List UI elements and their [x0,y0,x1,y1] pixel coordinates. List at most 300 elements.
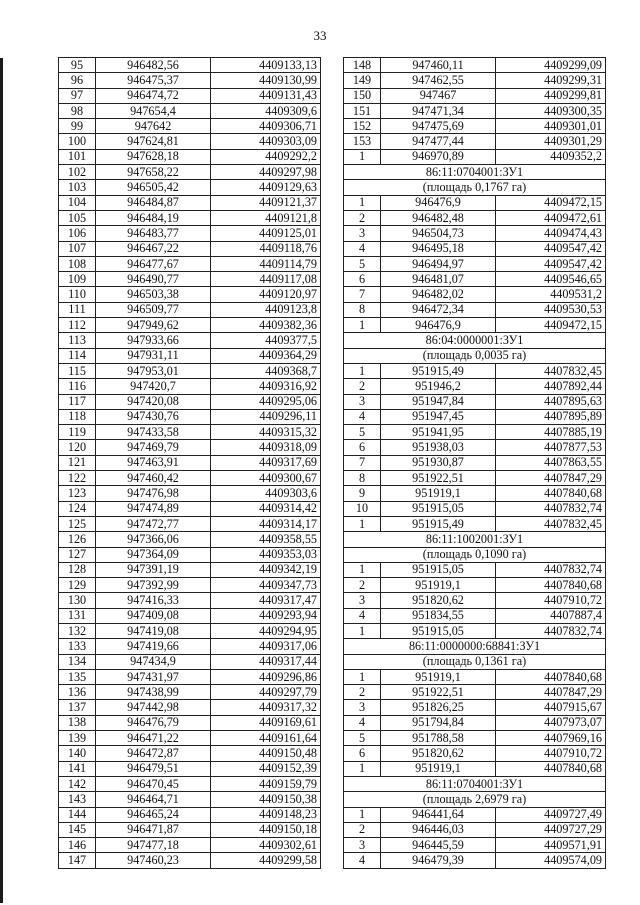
x-coordinate-cell: 946509,77 [96,302,211,317]
y-coordinate-cell: 4407847,29 [496,685,606,700]
table-row [344,272,606,287]
point-number-cell: 120 [59,440,96,455]
point-number-cell: 1 [344,807,381,822]
point-number-cell: 116 [59,379,96,394]
point-number-cell: 8 [344,471,381,486]
x-coordinate-cell: 946475,37 [96,73,211,88]
table-row [344,593,606,608]
y-coordinate-cell: 4409317,06 [211,639,321,654]
table-row [59,318,321,333]
table-row [344,731,606,746]
table-row [59,287,321,302]
y-coordinate-cell: 4407832,45 [496,363,606,378]
x-coordinate-cell: 947949,62 [96,318,211,333]
table-row [344,623,606,638]
y-coordinate-cell: 4407877,53 [496,440,606,455]
y-coordinate-cell: 4407832,74 [496,562,606,577]
y-coordinate-cell: 4409161,64 [211,731,321,746]
y-coordinate-cell: 4409727,49 [496,807,606,822]
y-coordinate-cell: 4409547,42 [496,241,606,256]
x-coordinate-cell: 946465,24 [96,807,211,822]
section-header-row [344,547,606,562]
y-coordinate-cell: 4409353,03 [211,547,321,562]
point-number-cell: 122 [59,471,96,486]
y-coordinate-cell: 4407863,55 [496,455,606,470]
y-coordinate-cell: 4407895,89 [496,409,606,424]
y-coordinate-cell: 4407887,4 [496,608,606,623]
x-coordinate-cell: 947434,9 [96,654,211,669]
x-coordinate-cell: 947472,77 [96,516,211,531]
x-coordinate-cell: 946482,02 [381,287,496,302]
x-coordinate-cell: 946477,67 [96,256,211,271]
table-row [344,700,606,715]
point-number-cell: 96 [59,73,96,88]
point-number-cell: 100 [59,134,96,149]
x-coordinate-cell: 947642 [96,119,211,134]
point-number-cell: 5 [344,256,381,271]
point-number-cell: 95 [59,58,96,73]
y-coordinate-cell: 4409297,79 [211,685,321,700]
point-number-cell: 144 [59,807,96,822]
point-number-cell: 4 [344,608,381,623]
x-coordinate-cell: 951922,51 [381,471,496,486]
y-coordinate-cell: 4409130,99 [211,73,321,88]
point-number-cell: 146 [59,838,96,853]
point-number-cell: 10 [344,501,381,516]
section-header-cell: 86:11:0704001:ЗУ1 [344,776,606,791]
table-row [344,241,606,256]
y-coordinate-cell: 4409303,09 [211,134,321,149]
table-row [59,348,321,363]
point-number-cell: 149 [344,73,381,88]
table-row [59,501,321,516]
table-row [59,425,321,440]
x-coordinate-cell: 947409,08 [96,608,211,623]
table-row [59,134,321,149]
y-coordinate-cell: 4409125,01 [211,226,321,241]
point-number-cell: 1 [344,669,381,684]
point-number-cell: 1 [344,363,381,378]
point-number-cell: 4 [344,715,381,730]
y-coordinate-cell: 4409299,31 [496,73,606,88]
table-row [59,302,321,317]
point-number-cell: 113 [59,333,96,348]
x-coordinate-cell: 947953,01 [96,363,211,378]
section-header-row [344,333,606,348]
table-row [344,119,606,134]
table-row [59,838,321,853]
x-coordinate-cell: 947420,7 [96,379,211,394]
table-row [59,226,321,241]
table-row [59,608,321,623]
x-coordinate-cell: 947469,79 [96,440,211,455]
table-row [59,669,321,684]
x-coordinate-cell: 947654,4 [96,103,211,118]
x-coordinate-cell: 951915,05 [381,501,496,516]
table-row [59,119,321,134]
table-row [344,287,606,302]
y-coordinate-cell: 4409120,97 [211,287,321,302]
x-coordinate-cell: 946505,42 [96,180,211,195]
table-row [59,272,321,287]
point-number-cell: 148 [344,58,381,73]
y-coordinate-cell: 4409152,39 [211,761,321,776]
x-coordinate-cell: 946471,87 [96,822,211,837]
x-coordinate-cell: 947628,18 [96,149,211,164]
x-coordinate-cell: 947431,97 [96,669,211,684]
x-coordinate-cell: 951915,49 [381,516,496,531]
table-row [59,776,321,791]
y-coordinate-cell: 4407840,68 [496,669,606,684]
y-coordinate-cell: 4409315,32 [211,425,321,440]
table-row [59,639,321,654]
x-coordinate-cell: 946495,18 [381,241,496,256]
table-row [344,761,606,776]
y-coordinate-cell: 4409302,61 [211,838,321,853]
point-number-cell: 1 [344,195,381,210]
point-number-cell: 110 [59,287,96,302]
table-row [59,73,321,88]
x-coordinate-cell: 946476,9 [381,195,496,210]
point-number-cell: 124 [59,501,96,516]
point-number-cell: 7 [344,455,381,470]
x-coordinate-cell: 951820,62 [381,593,496,608]
table-row [344,256,606,271]
section-header-cell: (площадь 0,1767 га) [344,180,606,195]
y-coordinate-cell: 4409472,15 [496,318,606,333]
table-row [59,486,321,501]
table-row [59,455,321,470]
table-row [59,394,321,409]
y-coordinate-cell: 4409309,6 [211,103,321,118]
y-coordinate-cell: 4409296,86 [211,669,321,684]
x-coordinate-cell: 951794,84 [381,715,496,730]
point-number-cell: 150 [344,88,381,103]
point-number-cell: 4 [344,409,381,424]
table-row [59,731,321,746]
y-coordinate-cell: 4407840,68 [496,578,606,593]
x-coordinate-cell: 951788,58 [381,731,496,746]
x-coordinate-cell: 946471,22 [96,731,211,746]
y-coordinate-cell: 4409133,13 [211,58,321,73]
x-coordinate-cell: 946484,87 [96,195,211,210]
y-coordinate-cell: 4409123,8 [211,302,321,317]
x-coordinate-cell: 951930,87 [381,455,496,470]
x-coordinate-cell: 951915,05 [381,562,496,577]
table-row [344,471,606,486]
table-row [59,761,321,776]
x-coordinate-cell: 951915,49 [381,363,496,378]
y-coordinate-cell: 4409293,94 [211,608,321,623]
y-coordinate-cell: 4409530,53 [496,302,606,317]
table-row [59,685,321,700]
y-coordinate-cell: 4409150,18 [211,822,321,837]
x-coordinate-cell: 946482,48 [381,210,496,225]
y-coordinate-cell: 4407910,72 [496,746,606,761]
point-number-cell: 134 [59,654,96,669]
table-row [59,180,321,195]
x-coordinate-cell: 947460,23 [96,853,211,868]
y-coordinate-cell: 4407973,07 [496,715,606,730]
x-coordinate-cell: 946474,72 [96,88,211,103]
table-row [344,363,606,378]
x-coordinate-cell: 947419,66 [96,639,211,654]
section-header-row [344,639,606,654]
section-header-cell: (площадь 0,1090 га) [344,547,606,562]
x-coordinate-cell: 946472,34 [381,302,496,317]
table-row [344,318,606,333]
table-row [59,593,321,608]
point-number-cell: 105 [59,210,96,225]
x-coordinate-cell: 946479,39 [381,853,496,868]
y-coordinate-cell: 4409314,17 [211,516,321,531]
scan-margin-bar [0,58,3,903]
table-row [59,516,321,531]
x-coordinate-cell: 951834,55 [381,608,496,623]
x-coordinate-cell: 947467 [381,88,496,103]
y-coordinate-cell: 4409299,09 [496,58,606,73]
x-coordinate-cell: 946476,9 [381,318,496,333]
point-number-cell: 99 [59,119,96,134]
section-header-row [344,180,606,195]
point-number-cell: 98 [59,103,96,118]
table-row [344,608,606,623]
section-header-row [344,654,606,669]
y-coordinate-cell: 4409301,01 [496,119,606,134]
table-row [59,58,321,73]
point-number-cell: 6 [344,440,381,455]
y-coordinate-cell: 4409727,29 [496,822,606,837]
y-coordinate-cell: 4409318,09 [211,440,321,455]
x-coordinate-cell: 946481,07 [381,272,496,287]
y-coordinate-cell: 4409347,73 [211,578,321,593]
table-row [59,807,321,822]
table-row [344,134,606,149]
point-number-cell: 132 [59,623,96,638]
table-row [344,853,606,868]
point-number-cell: 126 [59,532,96,547]
point-number-cell: 1 [344,516,381,531]
x-coordinate-cell: 946476,79 [96,715,211,730]
x-coordinate-cell: 951826,25 [381,700,496,715]
table-row [59,440,321,455]
section-header-row [344,348,606,363]
x-coordinate-cell: 951919,1 [381,761,496,776]
point-number-cell: 139 [59,731,96,746]
table-row [344,578,606,593]
y-coordinate-cell: 4407910,72 [496,593,606,608]
point-number-cell: 128 [59,562,96,577]
table-row [344,822,606,837]
y-coordinate-cell: 4409352,2 [496,149,606,164]
point-number-cell: 138 [59,715,96,730]
point-number-cell: 123 [59,486,96,501]
y-coordinate-cell: 4409169,61 [211,715,321,730]
x-coordinate-cell: 951938,03 [381,440,496,455]
y-coordinate-cell: 4409121,8 [211,210,321,225]
point-number-cell: 129 [59,578,96,593]
table-row [344,226,606,241]
table-row [344,516,606,531]
point-number-cell: 108 [59,256,96,271]
point-number-cell: 2 [344,822,381,837]
x-coordinate-cell: 946470,45 [96,776,211,791]
y-coordinate-cell: 4409301,29 [496,134,606,149]
section-header-cell: (площадь 0,0035 га) [344,348,606,363]
x-coordinate-cell: 946504,73 [381,226,496,241]
x-coordinate-cell: 947476,98 [96,486,211,501]
section-header-row [344,165,606,180]
x-coordinate-cell: 951947,45 [381,409,496,424]
point-number-cell: 119 [59,425,96,440]
table-row [344,669,606,684]
coordinates-table-left [58,57,321,869]
x-coordinate-cell: 947392,99 [96,578,211,593]
y-coordinate-cell: 4409300,67 [211,471,321,486]
x-coordinate-cell: 947460,11 [381,58,496,73]
x-coordinate-cell: 946441,64 [381,807,496,822]
point-number-cell: 4 [344,853,381,868]
y-coordinate-cell: 4409574,09 [496,853,606,868]
point-number-cell: 8 [344,302,381,317]
table-row [344,195,606,210]
y-coordinate-cell: 4409317,32 [211,700,321,715]
point-number-cell: 130 [59,593,96,608]
point-number-cell: 1 [344,149,381,164]
point-number-cell: 101 [59,149,96,164]
y-coordinate-cell: 4409316,92 [211,379,321,394]
point-number-cell: 115 [59,363,96,378]
table-row [344,807,606,822]
point-number-cell: 131 [59,608,96,623]
section-header-cell: (площадь 0,1361 га) [344,654,606,669]
table-row [59,853,321,868]
x-coordinate-cell: 947471,34 [381,103,496,118]
table-row [59,700,321,715]
y-coordinate-cell: 4407840,68 [496,761,606,776]
x-coordinate-cell: 947419,08 [96,623,211,638]
table-row [59,409,321,424]
table-row [59,792,321,807]
point-number-cell: 147 [59,853,96,868]
table-row [344,379,606,394]
point-number-cell: 3 [344,394,381,409]
x-coordinate-cell: 946467,22 [96,241,211,256]
table-row [59,333,321,348]
point-number-cell: 2 [344,578,381,593]
point-number-cell: 103 [59,180,96,195]
x-coordinate-cell: 946446,03 [381,822,496,837]
point-number-cell: 121 [59,455,96,470]
x-coordinate-cell: 947433,58 [96,425,211,440]
point-number-cell: 106 [59,226,96,241]
y-coordinate-cell: 4409368,7 [211,363,321,378]
y-coordinate-cell: 4409150,38 [211,792,321,807]
table-row [344,501,606,516]
table-row [344,88,606,103]
table-row [59,210,321,225]
x-coordinate-cell: 946479,51 [96,761,211,776]
point-number-cell: 2 [344,210,381,225]
point-number-cell: 114 [59,348,96,363]
y-coordinate-cell: 4409118,76 [211,241,321,256]
table-row [344,746,606,761]
x-coordinate-cell: 946482,56 [96,58,211,73]
point-number-cell: 2 [344,379,381,394]
y-coordinate-cell: 4407885,19 [496,425,606,440]
section-header-row [344,532,606,547]
y-coordinate-cell: 4407832,74 [496,623,606,638]
y-coordinate-cell: 4407895,63 [496,394,606,409]
point-number-cell: 136 [59,685,96,700]
table-row [344,149,606,164]
x-coordinate-cell: 947477,44 [381,134,496,149]
point-number-cell: 1 [344,318,381,333]
point-number-cell: 125 [59,516,96,531]
point-number-cell: 143 [59,792,96,807]
x-coordinate-cell: 947933,66 [96,333,211,348]
x-coordinate-cell: 946490,77 [96,272,211,287]
y-coordinate-cell: 4409295,06 [211,394,321,409]
y-coordinate-cell: 4407847,29 [496,471,606,486]
point-number-cell: 127 [59,547,96,562]
point-number-cell: 137 [59,700,96,715]
y-coordinate-cell: 4407832,45 [496,516,606,531]
table-row [344,425,606,440]
table-row [59,363,321,378]
y-coordinate-cell: 4409117,08 [211,272,321,287]
x-coordinate-cell: 947438,99 [96,685,211,700]
x-coordinate-cell: 947442,98 [96,700,211,715]
table-row [344,394,606,409]
y-coordinate-cell: 4409472,15 [496,195,606,210]
point-number-cell: 5 [344,425,381,440]
point-number-cell: 6 [344,746,381,761]
x-coordinate-cell: 947416,33 [96,593,211,608]
y-coordinate-cell: 4407969,16 [496,731,606,746]
table-row [59,103,321,118]
y-coordinate-cell: 4409121,37 [211,195,321,210]
y-coordinate-cell: 4409358,55 [211,532,321,547]
y-coordinate-cell: 4409382,36 [211,318,321,333]
point-number-cell: 1 [344,761,381,776]
point-number-cell: 3 [344,226,381,241]
point-number-cell: 107 [59,241,96,256]
y-coordinate-cell: 4409299,81 [496,88,606,103]
x-coordinate-cell: 947391,19 [96,562,211,577]
x-coordinate-cell: 951919,1 [381,578,496,593]
x-coordinate-cell: 947477,18 [96,838,211,853]
x-coordinate-cell: 946484,19 [96,210,211,225]
y-coordinate-cell: 4409296,11 [211,409,321,424]
x-coordinate-cell: 951919,1 [381,486,496,501]
point-number-cell: 1 [344,562,381,577]
point-number-cell: 112 [59,318,96,333]
x-coordinate-cell: 946472,87 [96,746,211,761]
y-coordinate-cell: 4409148,23 [211,807,321,822]
table-row [344,210,606,225]
table-row [59,379,321,394]
y-coordinate-cell: 4409159,79 [211,776,321,791]
y-coordinate-cell: 4409317,69 [211,455,321,470]
table-row [344,440,606,455]
x-coordinate-cell: 951919,1 [381,669,496,684]
y-coordinate-cell: 4409546,65 [496,272,606,287]
table-row [344,715,606,730]
table-row [344,486,606,501]
point-number-cell: 111 [59,302,96,317]
table-row [344,562,606,577]
